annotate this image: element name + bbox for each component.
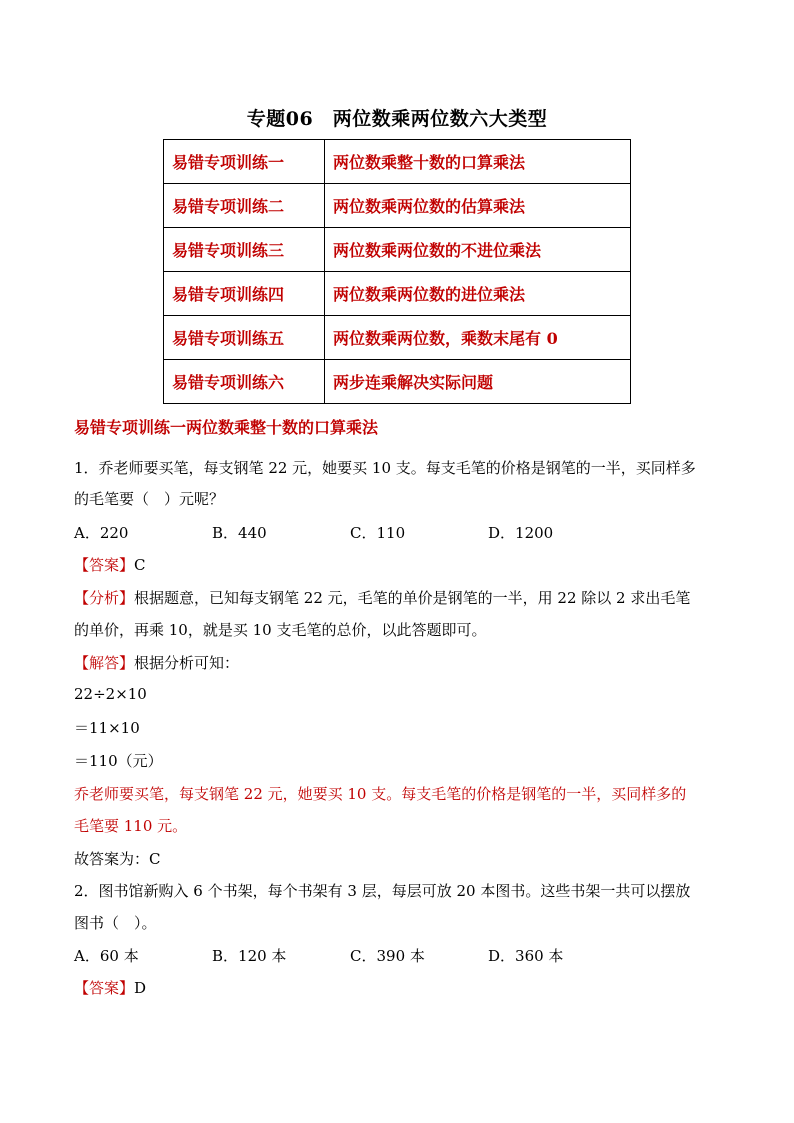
option-b: B．440 — [212, 524, 267, 542]
option-a: A．220 — [74, 524, 129, 542]
topic-name: 两位数乘两位数，乘数末尾有 0 — [325, 316, 631, 360]
result-line2: 毛笔要 110 元。 — [74, 817, 188, 835]
question-1-text-line2: 的毛笔要（ ）元呢？ — [74, 490, 225, 508]
section-heading: 易错专项训练一两位数乘整十数的口算乘法 — [74, 418, 379, 437]
option-a: A．60 本 — [74, 947, 139, 965]
solve-text: 根据分析可知： — [134, 654, 240, 672]
topic-name: 两位数乘整十数的口算乘法 — [325, 140, 631, 184]
option-d: D．1200 — [488, 524, 554, 542]
question-1-text-line1: 1．乔老师要买笔，每支钢笔 22 元，她要买 10 支。每支毛笔的价格是钢笔的一半，买同样多 — [74, 459, 696, 477]
topic-name: 两位数乘两位数的进位乘法 — [325, 272, 631, 316]
topic-name: 两位数乘两位数的估算乘法 — [325, 184, 631, 228]
table-row — [164, 228, 631, 272]
result-line1: 乔老师要买笔，每支钢笔 22 元，她要买 10 支。每支毛笔的价格是钢笔的一半，买同样多的 — [74, 785, 687, 803]
table-row — [164, 360, 631, 404]
answer-tag: 【答案】 — [74, 556, 135, 574]
topic-table — [163, 139, 631, 404]
topic-label: 易错专项训练一 — [164, 140, 325, 184]
table-row — [164, 140, 631, 184]
topic-name: 两位数乘两位数的不进位乘法 — [325, 228, 631, 272]
question-2-text-line2: 图书（ ）。 — [74, 914, 157, 932]
topic-label: 易错专项训练四 — [164, 272, 325, 316]
analysis-line2: 的单价，再乘 10，就是买 10 支毛笔的总价，以此答题即可。 — [74, 621, 487, 639]
topic-label: 易错专项训练三 — [164, 228, 325, 272]
analysis-tag: 【分析】 — [74, 589, 135, 607]
option-c: C．110 — [350, 524, 406, 542]
table-row — [164, 316, 631, 360]
option-c: C．390 本 — [350, 947, 425, 965]
final-answer: 故答案为：C — [74, 850, 161, 868]
answer-tag: 【答案】 — [74, 979, 135, 997]
topic-name: 两步连乘解决实际问题 — [325, 360, 631, 404]
answer-value: D — [134, 979, 147, 997]
question-2-text-line1: 2．图书馆新购入 6 个书架，每个书架有 3 层，每层可放 20 本图书。这些书架一共可以摆放 — [74, 882, 691, 900]
table-row — [164, 272, 631, 316]
calc-step-3: ＝110（元） — [74, 752, 163, 770]
page-title: 专题06 两位数乘两位数六大类型 — [246, 108, 548, 130]
topic-label: 易错专项训练六 — [164, 360, 325, 404]
calc-step-1: 22÷2×10 — [74, 685, 147, 703]
table-row — [164, 184, 631, 228]
calc-step-2: ＝11×10 — [74, 719, 140, 737]
answer-line — [74, 554, 146, 575]
topic-label: 易错专项训练二 — [164, 184, 325, 228]
topic-label: 易错专项训练五 — [164, 316, 325, 360]
answer-value: C — [134, 556, 146, 574]
answer-line-2 — [74, 977, 146, 998]
solve-tag: 【解答】 — [74, 654, 135, 672]
option-b: B．120 本 — [212, 947, 287, 965]
solve-line — [74, 652, 239, 673]
analysis-text: 根据题意，已知每支钢笔 22 元，毛笔的单价是钢笔的一半，用 22 除以 2 求出毛笔 — [134, 589, 691, 607]
analysis-line1 — [74, 587, 690, 608]
option-d: D．360 本 — [488, 947, 564, 965]
